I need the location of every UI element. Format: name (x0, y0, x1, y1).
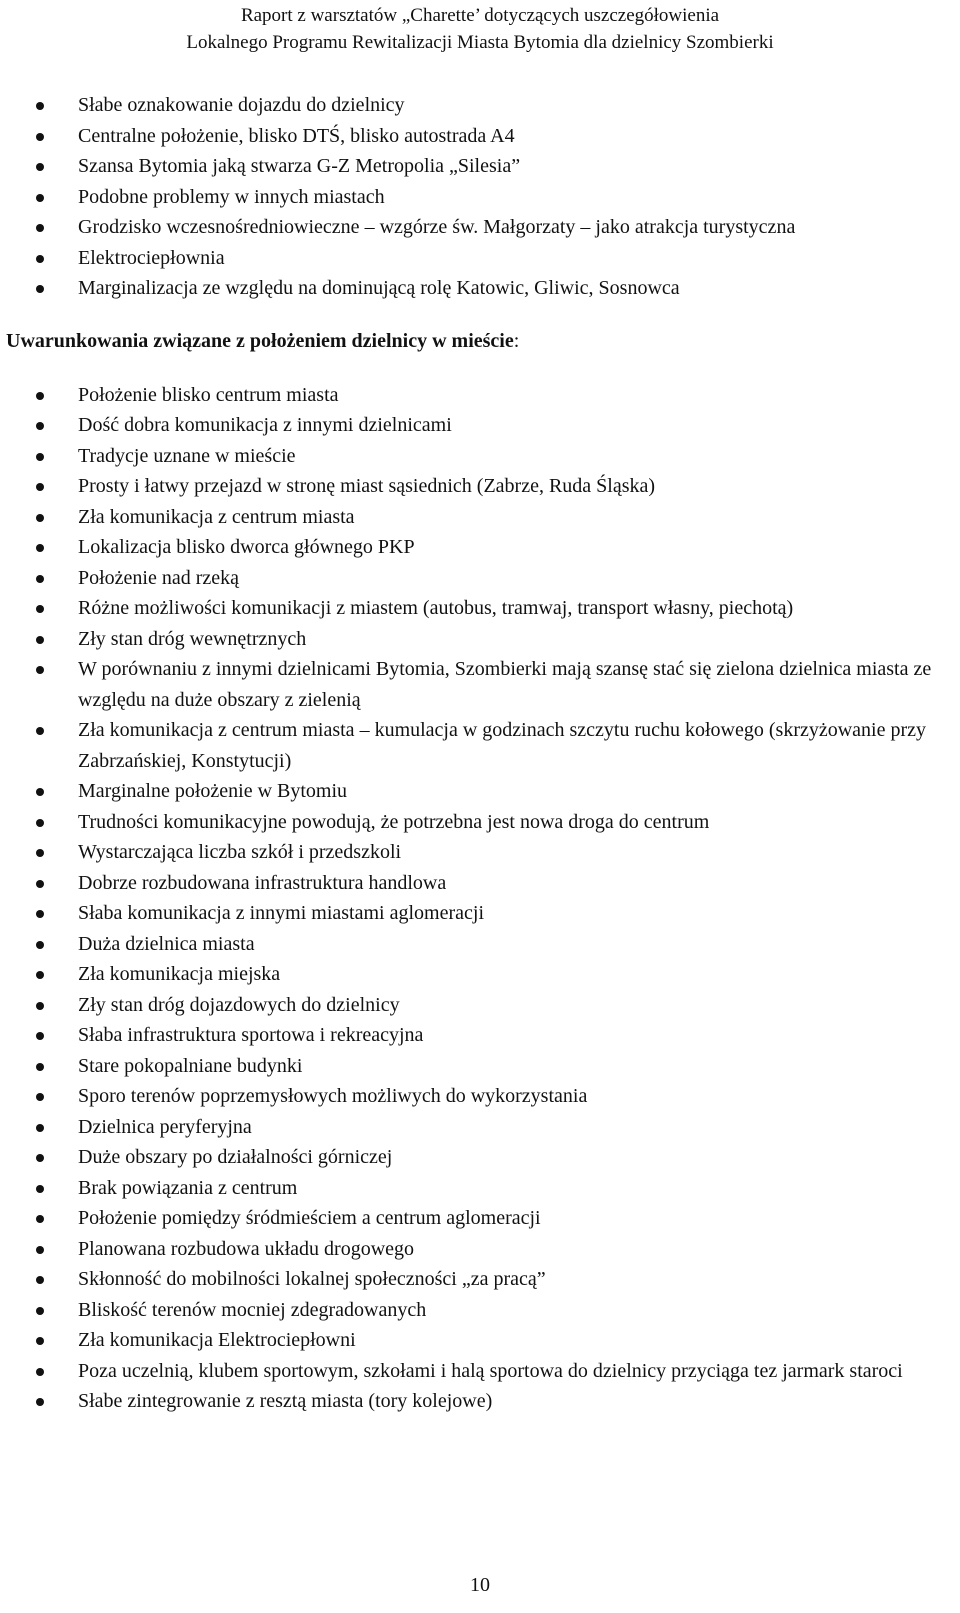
list-item-text: Bliskość terenów mocniej zdegradowanych (78, 1298, 427, 1321)
list-item (0, 441, 948, 472)
bullet-icon (36, 392, 44, 400)
bullet-icon (36, 1307, 44, 1315)
bullet-icon (36, 1032, 44, 1040)
bullet-icon (36, 880, 44, 888)
list-item (0, 1295, 948, 1326)
list-item (0, 624, 948, 655)
page-header (0, 0, 960, 56)
section-heading-bold: Uwarunkowania związane z położeniem dzielnicy w mieście (6, 329, 514, 352)
bullet-icon (36, 849, 44, 857)
bullet-icon (36, 1185, 44, 1193)
list-item (0, 1020, 948, 1051)
list-item-text: Zła komunikacja z centrum miasta – kumulacja w godzinach szczytu ruchu kołowego (skrzyżowanie przy Zabrzańskiej, Konstytucji) (78, 719, 927, 772)
bullet-icon (36, 1063, 44, 1071)
list-item-text: Dzielnica peryferyjna (78, 1115, 252, 1138)
list-item (0, 1142, 948, 1173)
list-item-text: Dość dobra komunikacja z innymi dzielnicami (78, 414, 452, 436)
header-line-1: Raport z warsztatów „Charette’ dotyczących uszczegółowienia (240, 5, 720, 26)
list-item (0, 273, 948, 304)
list-item (0, 1234, 948, 1265)
list-item-text: Tradycje uznane w mieście (78, 444, 296, 467)
list-item-text: Szansa Bytomia jaką stwarza G-Z Metropolia „Silesia” (78, 155, 521, 177)
list-item-text: Słaba komunikacja z innymi miastami aglomeracji (78, 902, 484, 924)
list-item (0, 715, 948, 776)
list-item-text: Słabe oznakowanie dojazdu do dzielnicy (78, 94, 405, 116)
list-item (0, 563, 948, 594)
bullet-list-general (0, 90, 948, 304)
list-item (0, 502, 948, 533)
list-item (0, 1081, 948, 1112)
list-item (0, 471, 948, 502)
list-item-text: Dobrze rozbudowana infrastruktura handlowa (78, 871, 447, 894)
list-item (0, 807, 948, 838)
bullet-icon (36, 1276, 44, 1284)
list-item-text: Zła komunikacja miejska (78, 963, 281, 985)
list-item-text: Słabe zintegrowanie z resztą miasta (tory kolejowe) (78, 1390, 493, 1412)
bullet-icon (36, 544, 44, 552)
list-item (0, 776, 948, 807)
list-item-text: Trudności komunikacyjne powodują, że potrzebna jest nowa droga do centrum (78, 810, 710, 833)
list-item-text: Zły stan dróg wewnętrznych (78, 627, 307, 650)
bullet-icon (36, 819, 44, 827)
list-item-text: Położenie pomiędzy śródmieściem a centrum aglomeracji (78, 1207, 541, 1229)
bullet-icon (36, 224, 44, 232)
bullet-icon (36, 575, 44, 583)
bullet-icon (36, 102, 44, 110)
bullet-icon (36, 1093, 44, 1101)
list-item-text: Zła komunikacja Elektrociepłowni (78, 1329, 356, 1351)
list-item (0, 1325, 948, 1356)
list-item-text: Położenie blisko centrum miasta (78, 383, 339, 406)
bullet-icon (36, 941, 44, 949)
list-item (0, 1264, 948, 1295)
list-item (0, 380, 948, 411)
list-item (0, 654, 948, 715)
list-item-text: Duża dzielnica miasta (78, 932, 255, 955)
bullet-icon (36, 133, 44, 141)
list-item (0, 1203, 948, 1234)
bullet-icon (36, 255, 44, 263)
list-item-text: Elektrociepłownia (78, 246, 225, 269)
list-item-text: Skłonność do mobilności lokalnej społeczności „za pracą” (78, 1268, 546, 1290)
list-item-text: Brak powiązania z centrum (78, 1176, 298, 1199)
list-item (0, 121, 948, 152)
list-item (0, 151, 948, 182)
bullet-icon (36, 605, 44, 613)
list-item (0, 410, 948, 441)
list-item-text: Poza uczelnią, klubem sportowym, szkołami i halą sportowa do dzielnicy przyciąga tez jarmark staroci (78, 1359, 903, 1382)
list-item (0, 182, 948, 213)
page-number: 10 (470, 1574, 490, 1596)
section-heading-suffix: : (513, 329, 520, 352)
list-item-text: Prosty i łatwy przejazd w stronę miast sąsiednich (Zabrze, Ruda Śląska) (78, 475, 656, 497)
list-item-text: Sporo terenów poprzemysłowych możliwych do wykorzystania (78, 1085, 588, 1107)
list-item (0, 1112, 948, 1143)
list-item (0, 243, 948, 274)
bullet-icon (36, 194, 44, 202)
bullet-icon (36, 1337, 44, 1345)
list-item-text: Stare pokopalniane budynki (78, 1054, 303, 1077)
list-item (0, 837, 948, 868)
bullet-icon (36, 666, 44, 674)
bullet-icon (36, 483, 44, 491)
bullet-icon (36, 1246, 44, 1254)
list-item-text: Lokalizacja blisko dworca głównego PKP (78, 536, 415, 558)
list-item-text: Położenie nad rzeką (78, 566, 240, 589)
list-item (0, 1356, 948, 1387)
list-item-text: W porównaniu z innymi dzielnicami Bytomia, Szombierki mają szansę stać się zielona dzielnica miasta ze względu na duże obszary z zielenią (78, 658, 932, 711)
list-item-text: Słaba infrastruktura sportowa i rekreacyjna (78, 1024, 424, 1046)
list-item (0, 868, 948, 899)
list-item-text: Różne możliwości komunikacji z miastem (autobus, tramwaj, transport własny, piechotą) (78, 597, 794, 619)
bullet-icon (36, 788, 44, 796)
bullet-icon (36, 1368, 44, 1376)
list-item (0, 1051, 948, 1082)
bullet-list-location (0, 380, 948, 1417)
header-line-2: Lokalnego Programu Rewitalizacji Miasta Bytomia dla dzielnicy Szombierki (186, 32, 774, 53)
list-item-text: Centralne położenie, blisko DTŚ, blisko autostrada A4 (78, 124, 515, 147)
bullet-icon (36, 727, 44, 735)
bullet-icon (36, 453, 44, 461)
list-item (0, 593, 948, 624)
bullet-icon (36, 1398, 44, 1406)
list-item (0, 532, 948, 563)
list-item (0, 929, 948, 960)
list-item (0, 898, 948, 929)
bullet-icon (36, 971, 44, 979)
list-item (0, 90, 948, 121)
section-heading (6, 326, 948, 356)
bullet-icon (36, 163, 44, 171)
bullet-icon (36, 422, 44, 430)
list-item-text: Zła komunikacja z centrum miasta (78, 505, 355, 528)
list-item (0, 1173, 948, 1204)
document-body (0, 90, 948, 1417)
bullet-icon (36, 514, 44, 522)
list-item-text: Podobne problemy w innych miastach (78, 185, 385, 208)
list-item (0, 212, 948, 243)
list-item-text: Marginalizacja ze względu na dominującą rolę Katowic, Gliwic, Sosnowca (78, 277, 680, 299)
list-item (0, 1386, 948, 1417)
bullet-icon (36, 636, 44, 644)
bullet-icon (36, 1124, 44, 1132)
bullet-icon (36, 1215, 44, 1223)
list-item-text: Grodzisko wczesnośredniowieczne – wzgórze św. Małgorzaty – jako atrakcja turystyczna (78, 216, 796, 238)
bullet-icon (36, 285, 44, 293)
list-item (0, 959, 948, 990)
list-item-text: Planowana rozbudowa układu drogowego (78, 1237, 415, 1260)
list-item-text: Duże obszary po działalności górniczej (78, 1146, 393, 1168)
list-item-text: Marginalne położenie w Bytomiu (78, 780, 348, 802)
bullet-icon (36, 910, 44, 918)
list-item-text: Wystarczająca liczba szkół i przedszkoli (78, 841, 402, 863)
bullet-icon (36, 1154, 44, 1162)
bullet-icon (36, 1002, 44, 1010)
list-item-text: Zły stan dróg dojazdowych do dzielnicy (78, 993, 400, 1016)
list-item (0, 990, 948, 1021)
